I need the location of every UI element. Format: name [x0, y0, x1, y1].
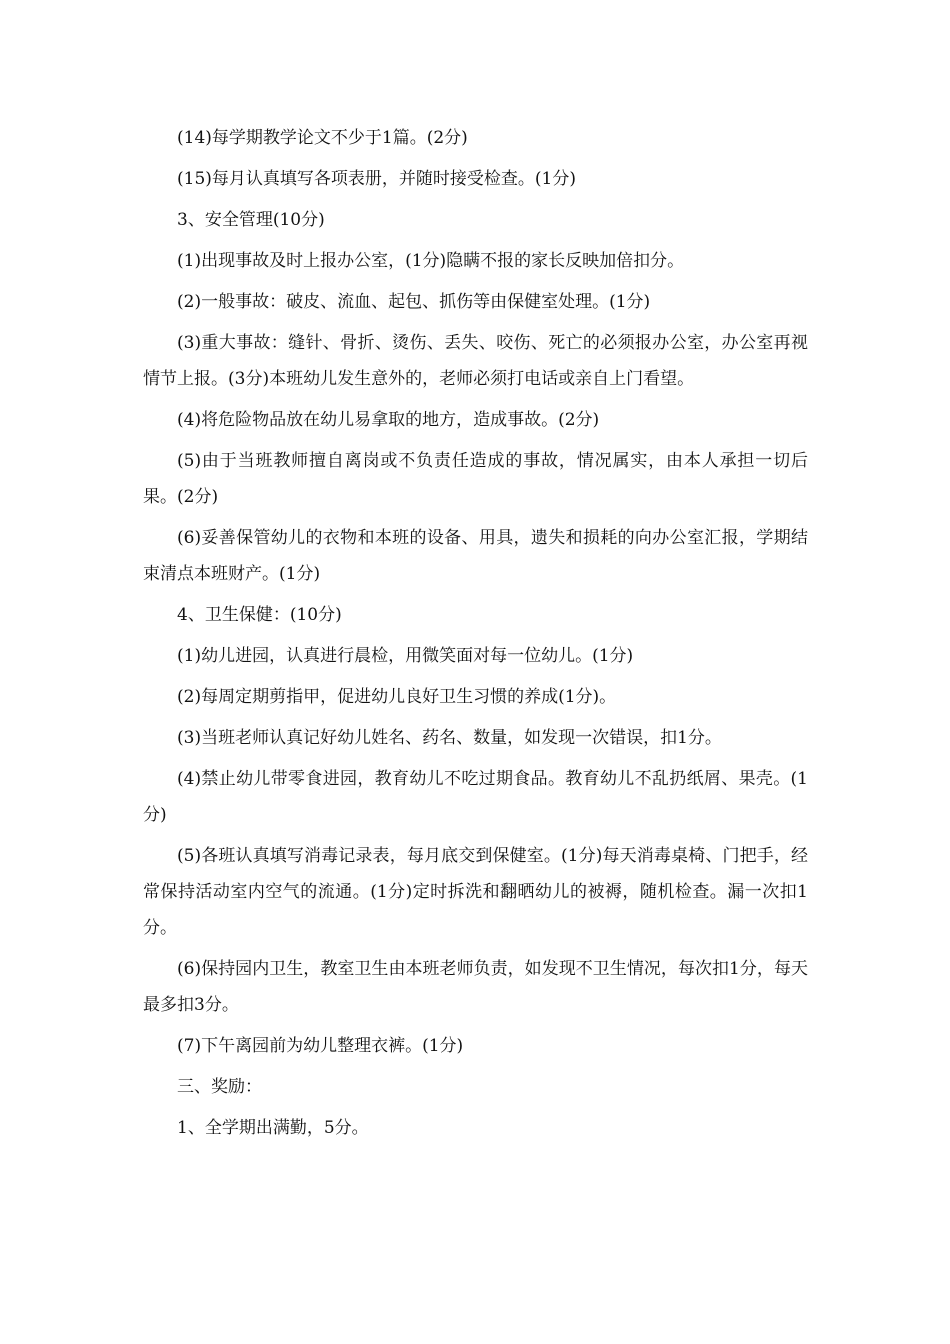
document-body: [143, 120, 808, 1151]
paragraph: (14)每学期教学论文不少于1篇。(2分): [177, 128, 468, 148]
paragraph: (3)重大事故：缝针、骨折、烫伤、丢失、咬伤、死亡的必须报办公室，办公室再视情节上报。(3分)本班幼儿发生意外的，老师必须打电话或亲自上门看望。: [143, 333, 808, 389]
paragraph: (2)一般事故：破皮、流血、起包、抓伤等由保健室处理。(1分): [177, 292, 651, 312]
section-heading: 三、奖励：: [177, 1077, 262, 1097]
section-heading: 4、卫生保健：(10分): [177, 605, 342, 625]
paragraph: (4)将危险物品放在幼儿易拿取的地方，造成事故。(2分): [177, 410, 600, 430]
paragraph: (2)每周定期剪指甲，促进幼儿良好卫生习惯的养成(1分)。: [177, 687, 617, 707]
paragraph: (6)妥善保管幼儿的衣物和本班的设备、用具，遗失和损耗的向办公室汇报，学期结束清点本班财产。(1分): [143, 528, 808, 584]
paragraph: (5)由于当班教师擅自离岗或不负责任造成的事故，情况属实，由本人承担一切后果。(2分): [143, 451, 808, 507]
paragraph: (5)各班认真填写消毒记录表，每月底交到保健室。(1分)每天消毒桌椅、门把手，经常保持活动室内空气的流通。(1分)定时拆洗和翻晒幼儿的被褥，随机检查。漏一次扣1分。: [143, 846, 808, 938]
paragraph: (15)每月认真填写各项表册，并随时接受检查。(1分): [177, 169, 576, 189]
paragraph: (7)下午离园前为幼儿整理衣裤。(1分): [177, 1036, 464, 1056]
paragraph: (6)保持园内卫生，教室卫生由本班老师负责，如发现不卫生情况，每次扣1分，每天最多扣3分。: [143, 959, 808, 1015]
paragraph: 1、全学期出满勤，5分。: [177, 1118, 369, 1138]
paragraph: (1)幼儿进园，认真进行晨检，用微笑面对每一位幼儿。(1分): [177, 646, 634, 666]
section-heading: 3、安全管理(10分): [177, 210, 325, 230]
paragraph: (1)出现事故及时上报办公室，(1分)隐瞒不报的家长反映加倍扣分。: [177, 251, 685, 271]
paragraph: (4)禁止幼儿带零食进园，教育幼儿不吃过期食品。教育幼儿不乱扔纸屑、果壳。(1分): [143, 769, 808, 825]
paragraph: (3)当班老师认真记好幼儿姓名、药名、数量，如发现一次错误，扣1分。: [177, 728, 722, 748]
